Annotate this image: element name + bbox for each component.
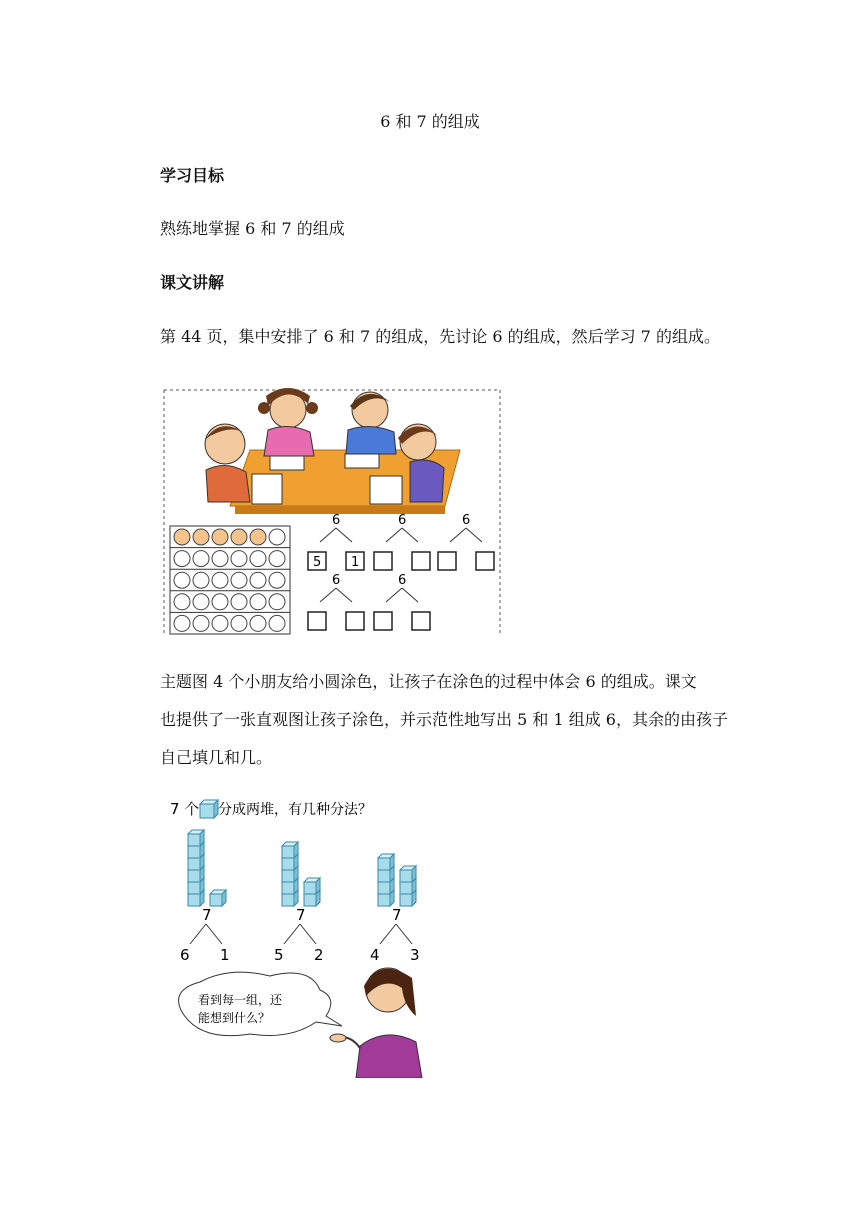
learning-goal-text: 熟练地掌握 6 和 7 的组成 [160,219,345,238]
grid-circle [231,594,247,610]
grid-circle [212,529,228,545]
grid-circle [269,572,285,588]
tree-answer-number: 5 [313,555,322,570]
grid-circle [212,551,228,567]
tree7-left-number: 5 [274,946,284,964]
grid-circle [174,529,190,545]
tree7-branches [380,924,412,944]
caption-prefix: 7 个 [170,800,200,818]
tree-top-number: 6 [398,513,407,528]
cube-face [400,870,412,882]
cube-face [304,894,316,906]
tree-answer-box [308,612,326,630]
tree7-branches [190,924,222,944]
grid-circle [193,615,209,631]
grid-circle [174,594,190,610]
tree-branches [320,528,352,542]
grid-circle [250,594,266,610]
grid-circle [250,572,266,588]
tree7-right-number: 3 [410,946,420,964]
heading-learning-goal: 学习目标 [160,166,225,185]
paragraph-line-3: 自己填几和几。 [160,748,273,767]
grid-circle [193,572,209,588]
lesson-explanation-text: 第 44 页，集中安排了 6 和 7 的组成，先讨论 6 的组成，然后学习 7 的组成。 [160,327,720,346]
tree-answer-box [374,612,392,630]
tree-top-number: 6 [462,513,471,528]
cube-face [188,846,200,858]
grid-circle [269,615,285,631]
grid-circle [212,615,228,631]
tree7-right-number: 1 [220,946,230,964]
tree-branches [386,588,418,602]
paragraph-line-2: 也提供了一张直观图让孩子涂色，并示范性地写出 5 和 1 组成 6，其余的由孩子 [160,710,728,729]
figure-seven-cubes [160,790,435,1078]
grid-circle [231,572,247,588]
grid-circle [193,529,209,545]
grid-circle [269,529,285,545]
grid-circle [212,594,228,610]
cube-face [304,882,316,894]
grid-circle [212,572,228,588]
figure-children-coloring [160,384,505,640]
cube-face [188,858,200,870]
tree-top-number: 6 [332,573,341,588]
tree-answer-box [346,612,364,630]
tree-answer-number: 1 [351,555,360,570]
tree7-top-number: 7 [392,906,402,924]
tree-answer-box [438,552,456,570]
tree-branches [386,528,418,542]
tree7-top-number: 7 [202,906,212,924]
caption-suffix: 分成两堆，有几种分法？ [218,802,372,818]
tree7-top-number: 7 [296,906,306,924]
grid-circle [269,594,285,610]
grid-circle [231,615,247,631]
cube-face [400,882,412,894]
cube-face [282,858,294,870]
tree-branches [320,588,352,602]
cube-face [282,882,294,894]
paragraph-line-1: 主题图 4 个小朋友给小圆涂色，让孩子在涂色的过程中体会 6 的组成。课文 [160,672,697,691]
cube-face [282,870,294,882]
cube-face [188,894,200,906]
tree7-left-number: 4 [370,946,380,964]
speech-line-1: 看到每一组，还 [198,993,283,1007]
grid-circle [250,551,266,567]
tree7-right-number: 2 [314,946,324,964]
figure-children-coloring-art [160,384,505,640]
tree-answer-box [412,612,430,630]
page-title: 6 和 7 的组成 [380,112,480,131]
cube-face [400,894,412,906]
tree-branches [450,528,482,542]
cube-face [188,834,200,846]
cube-face [378,870,390,882]
speech-line-2: 能想到什么？ [198,1011,271,1025]
grid-circle [174,615,190,631]
grid-circle [269,551,285,567]
tree-top-number: 6 [398,573,407,588]
cube-face [282,846,294,858]
grid-circle [250,615,266,631]
heading-lesson-explanation: 课文讲解 [160,273,225,292]
grid-circle [193,551,209,567]
grid-circle [174,551,190,567]
figure-seven-cubes-art [160,790,435,1078]
grid-circle [231,529,247,545]
cube-face [378,858,390,870]
cube-face [188,870,200,882]
cube-face [282,894,294,906]
grid-circle [231,551,247,567]
tree7-branches [284,924,316,944]
cube-face [200,804,214,818]
tree-answer-box [374,552,392,570]
cube-face [188,882,200,894]
grid-circle [250,529,266,545]
cube-face [378,894,390,906]
tree-answer-box [476,552,494,570]
cube-face [378,882,390,894]
grid-circle [174,572,190,588]
tree-answer-box [412,552,430,570]
tree-top-number: 6 [332,513,341,528]
cube-face [210,894,222,906]
grid-circle [193,594,209,610]
tree7-left-number: 6 [180,946,190,964]
